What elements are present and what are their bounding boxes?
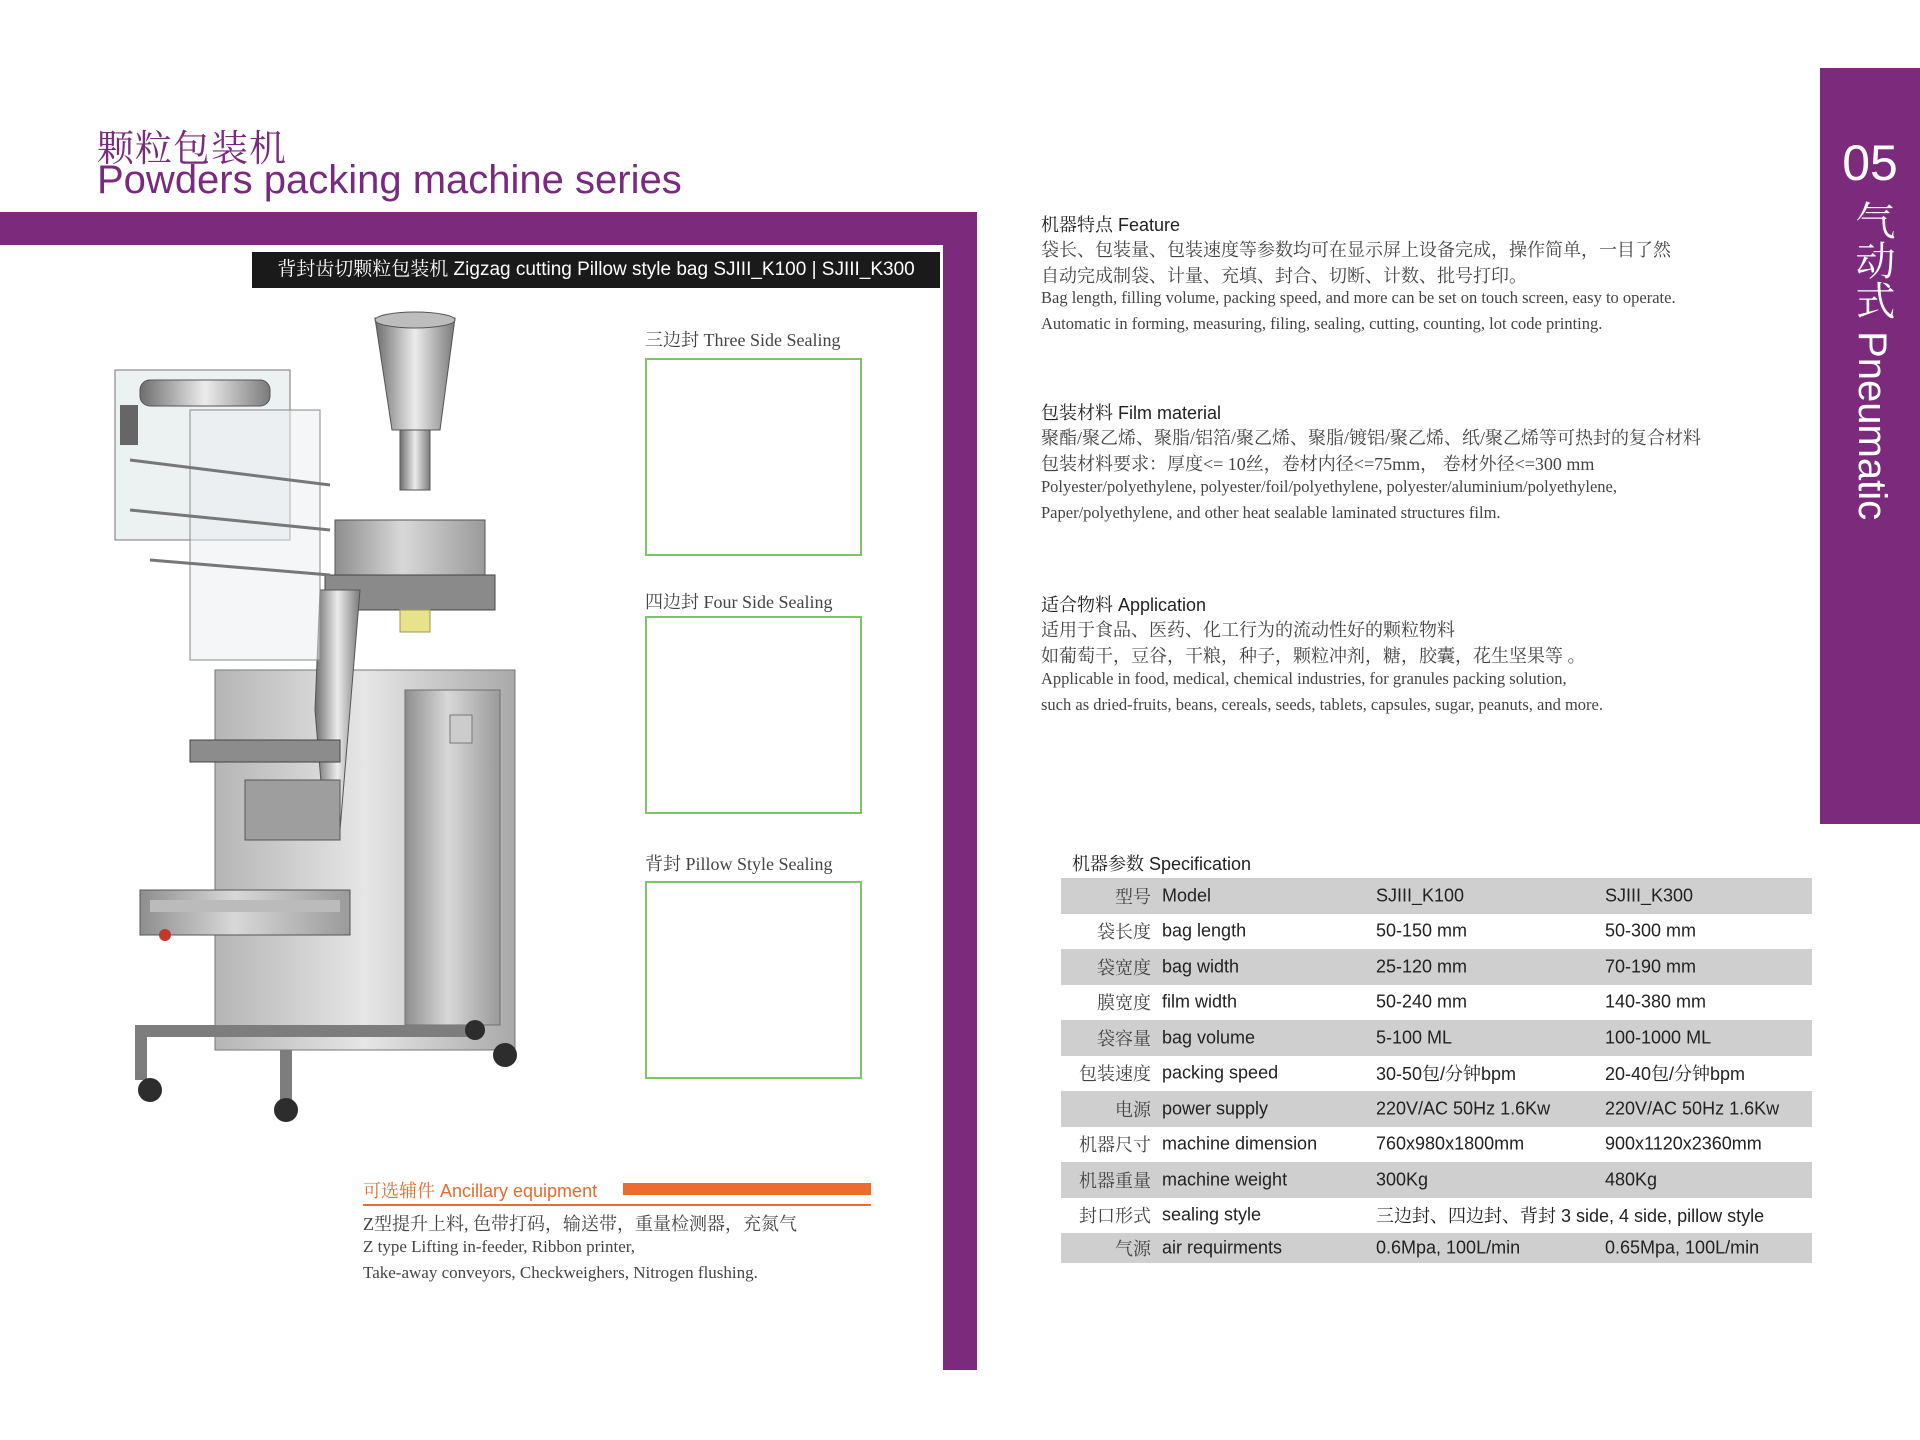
- pillow-sealing-image: [645, 881, 862, 1079]
- film-cn-2: 包装材料要求：厚度<= 10丝，卷材内径<=75mm， 卷材外径<=300 mm: [1041, 454, 1595, 474]
- spec-row-film-width: [1061, 985, 1812, 1021]
- spec-label-cn: 袋容量: [1097, 1028, 1151, 1049]
- model-subtitle: 背封齿切颗粒包装机 Zigzag cutting Pillow style bag SJIII_K100 | SJIII_K300: [252, 252, 940, 288]
- spec-label-cn: 型号: [1115, 886, 1151, 907]
- spec-row-machine-dimension: [1061, 1127, 1812, 1163]
- spec-heading: 机器参数 Specification: [1072, 854, 1252, 874]
- application-cn-1: 适用于食品、医药、化工行为的流动性好的颗粒物料: [1041, 620, 1455, 640]
- spec-label-cn: 袋长度: [1097, 922, 1151, 943]
- page-title-cn: 颗粒包装机: [97, 127, 287, 170]
- spec-row-power-supply: [1061, 1091, 1812, 1127]
- application-en-1: Applicable in food, medical, chemical industries, for granules packing solution,: [1041, 669, 1567, 688]
- spec-label-en: bag length: [1162, 920, 1247, 941]
- spec-label-en: bag width: [1162, 956, 1240, 977]
- spec-row-bag-length: [1061, 914, 1812, 950]
- spec-row-machine-weight: [1061, 1162, 1812, 1198]
- purple-header-bar: [0, 212, 977, 245]
- feature-en-2: Automatic in forming, measuring, filing, sealing, cutting, counting, lot code printing.: [1041, 314, 1603, 333]
- spec-label-cn: 膜宽度: [1097, 993, 1151, 1014]
- spec-value-k300: 0.65Mpa, 100L/min: [1605, 1237, 1760, 1258]
- spec-value-k300: 100-1000 ML: [1605, 1027, 1712, 1048]
- spec-label-en: power supply: [1162, 1098, 1269, 1119]
- packing-machine-image: [110, 310, 530, 1130]
- spec-value-k100: 220V/AC 50Hz 1.6Kw: [1376, 1098, 1551, 1119]
- four-side-sealing-label: 四边封 Four Side Sealing: [645, 592, 833, 612]
- spec-label-en: packing speed: [1162, 1062, 1279, 1083]
- spec-value-k100: 0.6Mpa, 100L/min: [1376, 1237, 1521, 1258]
- ancillary-cn: Z型提升上料, 色带打码，输送带，重量检测器，充氮气: [363, 1214, 797, 1234]
- spec-value-both: 三边封、四边封、背封 3 side, 4 side, pillow style: [1376, 1206, 1765, 1227]
- ancillary-accent-bar: [623, 1183, 871, 1195]
- film-en-1: Polyester/polyethylene, polyester/foil/polyethylene, polyester/aluminium/polyethylene,: [1041, 477, 1617, 496]
- spec-value-k100: 760x980x1800mm: [1376, 1133, 1525, 1154]
- ancillary-en-2: Take-away conveyors, Checkweighers, Nitrogen flushing.: [363, 1263, 758, 1282]
- spec-label-en: bag volume: [1162, 1027, 1256, 1048]
- four-side-sealing-image: [645, 616, 862, 814]
- page-title-en: Powders packing machine series: [97, 158, 682, 202]
- spec-row-packing-speed: [1061, 1056, 1812, 1092]
- film-en-2: Paper/polyethylene, and other heat sealable laminated structures film.: [1041, 503, 1501, 522]
- spec-value-k300: 20-40包/分钟bpm: [1605, 1064, 1746, 1085]
- spec-row-bag-volume: [1061, 1020, 1812, 1056]
- spec-table: [1061, 878, 1812, 1263]
- section-label: 气动式 Pneumatic: [1850, 200, 1894, 521]
- film-heading: 包装材料 Film material: [1041, 403, 1222, 423]
- spec-value-k300: 220V/AC 50Hz 1.6Kw: [1605, 1098, 1780, 1119]
- spec-value-k100: 25-120 mm: [1376, 956, 1468, 977]
- spec-value-k100: SJIII_K100: [1376, 885, 1465, 906]
- ancillary-divider: [363, 1204, 871, 1206]
- spec-value-k300: 480Kg: [1605, 1169, 1658, 1190]
- spec-value-k100: 5-100 ML: [1376, 1027, 1453, 1048]
- spec-value-k100: 30-50包/分钟bpm: [1376, 1064, 1517, 1085]
- spec-value-k300: SJIII_K300: [1605, 885, 1694, 906]
- spec-row-air-requirements: [1061, 1233, 1812, 1263]
- application-en-2: such as dried-fruits, beans, cereals, seeds, tablets, capsules, sugar, peanuts, and more.: [1041, 695, 1603, 714]
- feature-en-1: Bag length, filling volume, packing speed, and more can be set on touch screen, easy to operate.: [1041, 288, 1676, 307]
- spec-value-k300: 900x1120x2360mm: [1605, 1133, 1762, 1154]
- spec-label-cn: 电源: [1115, 1099, 1151, 1120]
- spec-row-bag-width: [1061, 949, 1812, 985]
- feature-heading: 机器特点 Feature: [1041, 215, 1181, 235]
- ancillary-en-1: Z type Lifting in-feeder, Ribbon printer,: [363, 1237, 635, 1256]
- spec-label-en: Model: [1162, 885, 1212, 906]
- feature-cn-1: 袋长、包装量、包装速度等参数均可在显示屏上设备完成，操作简单，一目了然: [1041, 240, 1671, 260]
- application-heading: 适合物料 Application: [1041, 595, 1207, 615]
- spec-label-en: machine dimension: [1162, 1133, 1318, 1154]
- spec-label-cn: 气源: [1115, 1239, 1151, 1259]
- spec-value-k300: 140-380 mm: [1605, 991, 1707, 1012]
- three-side-sealing-image: [645, 358, 862, 556]
- spec-value-k100: 50-240 mm: [1376, 991, 1468, 1012]
- feature-cn-2: 自动完成制袋、计量、充填、封合、切断、计数、批号打印。: [1041, 266, 1527, 286]
- spec-row-sealing-style: [1061, 1198, 1812, 1234]
- spec-label-cn: 机器尺寸: [1079, 1135, 1151, 1156]
- spec-value-k100: 50-150 mm: [1376, 920, 1468, 941]
- spec-row-model: [1061, 878, 1812, 914]
- spec-value-k100: 300Kg: [1376, 1169, 1429, 1190]
- spec-label-cn: 袋宽度: [1097, 957, 1151, 978]
- section-number: 05: [1842, 135, 1898, 191]
- film-cn-1: 聚酯/聚乙烯、聚脂/铝箔/聚乙烯、聚脂/镀铝/聚乙烯、纸/聚乙烯等可热封的复合材料: [1041, 428, 1702, 448]
- purple-vertical-bar: [943, 212, 977, 1370]
- spec-label-en: film width: [1162, 991, 1238, 1012]
- spec-label-en: machine weight: [1162, 1169, 1288, 1190]
- ancillary-heading: 可选辅件 Ancillary equipment: [363, 1181, 598, 1201]
- spec-label-cn: 包装速度: [1079, 1064, 1151, 1085]
- spec-label-en: air requirments: [1162, 1237, 1283, 1258]
- spec-label-en: sealing style: [1162, 1204, 1262, 1225]
- spec-label-cn: 机器重量: [1079, 1170, 1151, 1191]
- spec-label-cn: 封口形式: [1079, 1206, 1151, 1227]
- application-cn-2: 如葡萄干，豆谷，干粮，种子，颗粒冲剂，糖，胶囊，花生坚果等 。: [1041, 646, 1586, 666]
- spec-value-k300: 50-300 mm: [1605, 920, 1697, 941]
- spec-value-k300: 70-190 mm: [1605, 956, 1697, 977]
- pillow-sealing-label: 背封 Pillow Style Sealing: [645, 854, 833, 874]
- three-side-sealing-label: 三边封 Three Side Sealing: [645, 330, 841, 350]
